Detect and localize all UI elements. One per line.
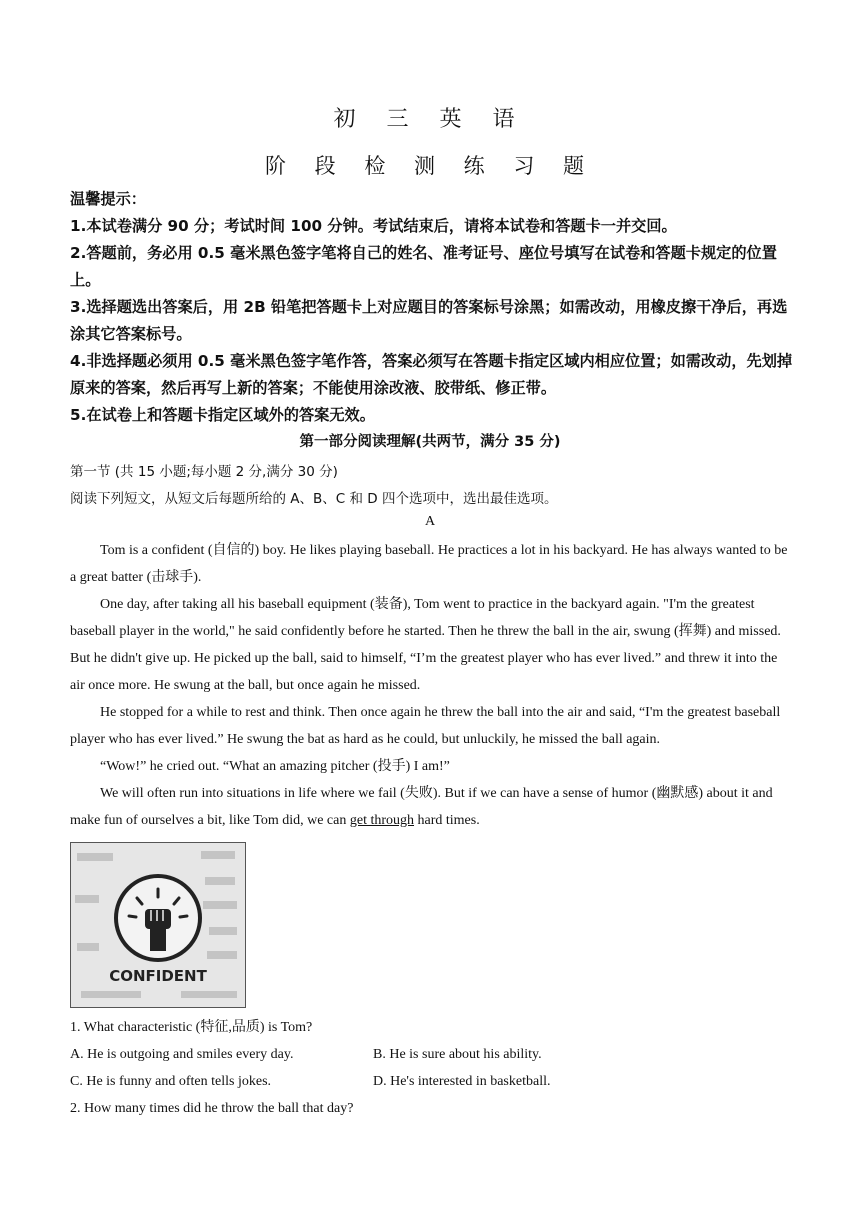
paragraph	[70, 780, 792, 834]
notice-line: 2.答题前，务必用 0.5 毫米黑色签字笔将自己的姓名、准考证号、座位号填写在试卷和答题卡规定的位置上。	[70, 244, 777, 289]
notice-line: 5.在试卷上和答题卡指定区域外的答案无效。	[70, 406, 375, 424]
paragraph: One day, after taking all his baseball equipment (装备), Tom went to practice in the backyard again. "I'm the greatest baseball player in the world," he said confidently before he started. Then he threw the ball in the air, swung (挥舞) and missed. But he didn't give up. He picked up the ball, said to himself, “I’m the greatest player who has ever lived.” and threw it into the air once more. He swung at the ball, but once again he missed.	[70, 597, 781, 693]
question-list	[70, 1014, 792, 1122]
notice-line: 1.本试卷满分 90 分；考试时间 100 分钟。考试结束后，请将本试卷和答题卡一并交回。	[70, 217, 677, 235]
logo-wordmark: CONFIDENT	[109, 967, 207, 985]
exam-title: 初 三 英 语	[333, 107, 527, 132]
option-row	[70, 1041, 792, 1068]
option-c: C. He is funny and often tells jokes.	[70, 1074, 272, 1089]
paragraph: Tom is a confident (自信的) boy. He likes playing baseball. He practices a lot in his backyard. He has always wanted to be a great batter (击球手).	[70, 543, 788, 585]
notice-heading: 温馨提示：	[70, 190, 146, 208]
option-row	[70, 1068, 792, 1095]
paragraph: “Wow!” he cried out. “What an amazing pitcher (投手) I am!”	[100, 759, 450, 774]
notice-line: 4.非选择题必须用 0.5 毫米黑色签字笔作答，答案必须写在答题卡指定区域内相应位置；如需改动，先划掉原来的答案，然后再写上新的答案；不能使用涂改液、胶带纸、修正带。	[70, 352, 793, 397]
paragraph-text: hard times.	[414, 813, 480, 828]
option-a: A. He is outgoing and smiles every day.	[70, 1047, 294, 1062]
part-title: 第一部分阅读理解(共两节，满分 35 分)	[299, 434, 561, 450]
section-instruction: 阅读下列短文，从短文后每题所给的 A、B、C 和 D 四个选项中，选出最佳选项。	[70, 491, 558, 507]
option-d: D. He's interested in basketball.	[373, 1074, 551, 1089]
passage-label: A	[424, 514, 436, 529]
question-stem: 1. What characteristic (特征,品质) is Tom?	[70, 1020, 313, 1035]
passage-text	[70, 537, 792, 834]
paragraph: He stopped for a while to rest and think. Then once again he threw the ball into the air and said, “I'm the greatest baseball player who has ever lived.” He swung the bat as hard as he could, but unluckily, he missed the ball again.	[70, 705, 781, 747]
confident-logo-graphic	[71, 843, 245, 1007]
question-stem: 2. How many times did he throw the ball that day?	[70, 1101, 354, 1116]
notice-line: 3.选择题选出答案后，用 2B 铅笔把答题卡上对应题目的答案标号涂黑；如需改动，用橡皮擦干净后，再选涂其它答案标号。	[70, 298, 788, 343]
exam-subtitle: 阶 段 检 测 练 习 题	[264, 154, 596, 178]
paragraph-text: We will often run into situations in life where we fail (失败). But if we can have a sense of humor (幽默感) about it and make fun of ourselves a bit, like Tom did, we can	[70, 786, 773, 828]
confident-image	[70, 842, 246, 1008]
notice-block	[70, 186, 795, 429]
underlined-phrase: get through	[349, 813, 415, 828]
section-heading: 第一节 (共 15 小题;每小题 2 分,满分 30 分)	[70, 464, 338, 480]
option-b: B. He is sure about his ability.	[373, 1047, 542, 1062]
